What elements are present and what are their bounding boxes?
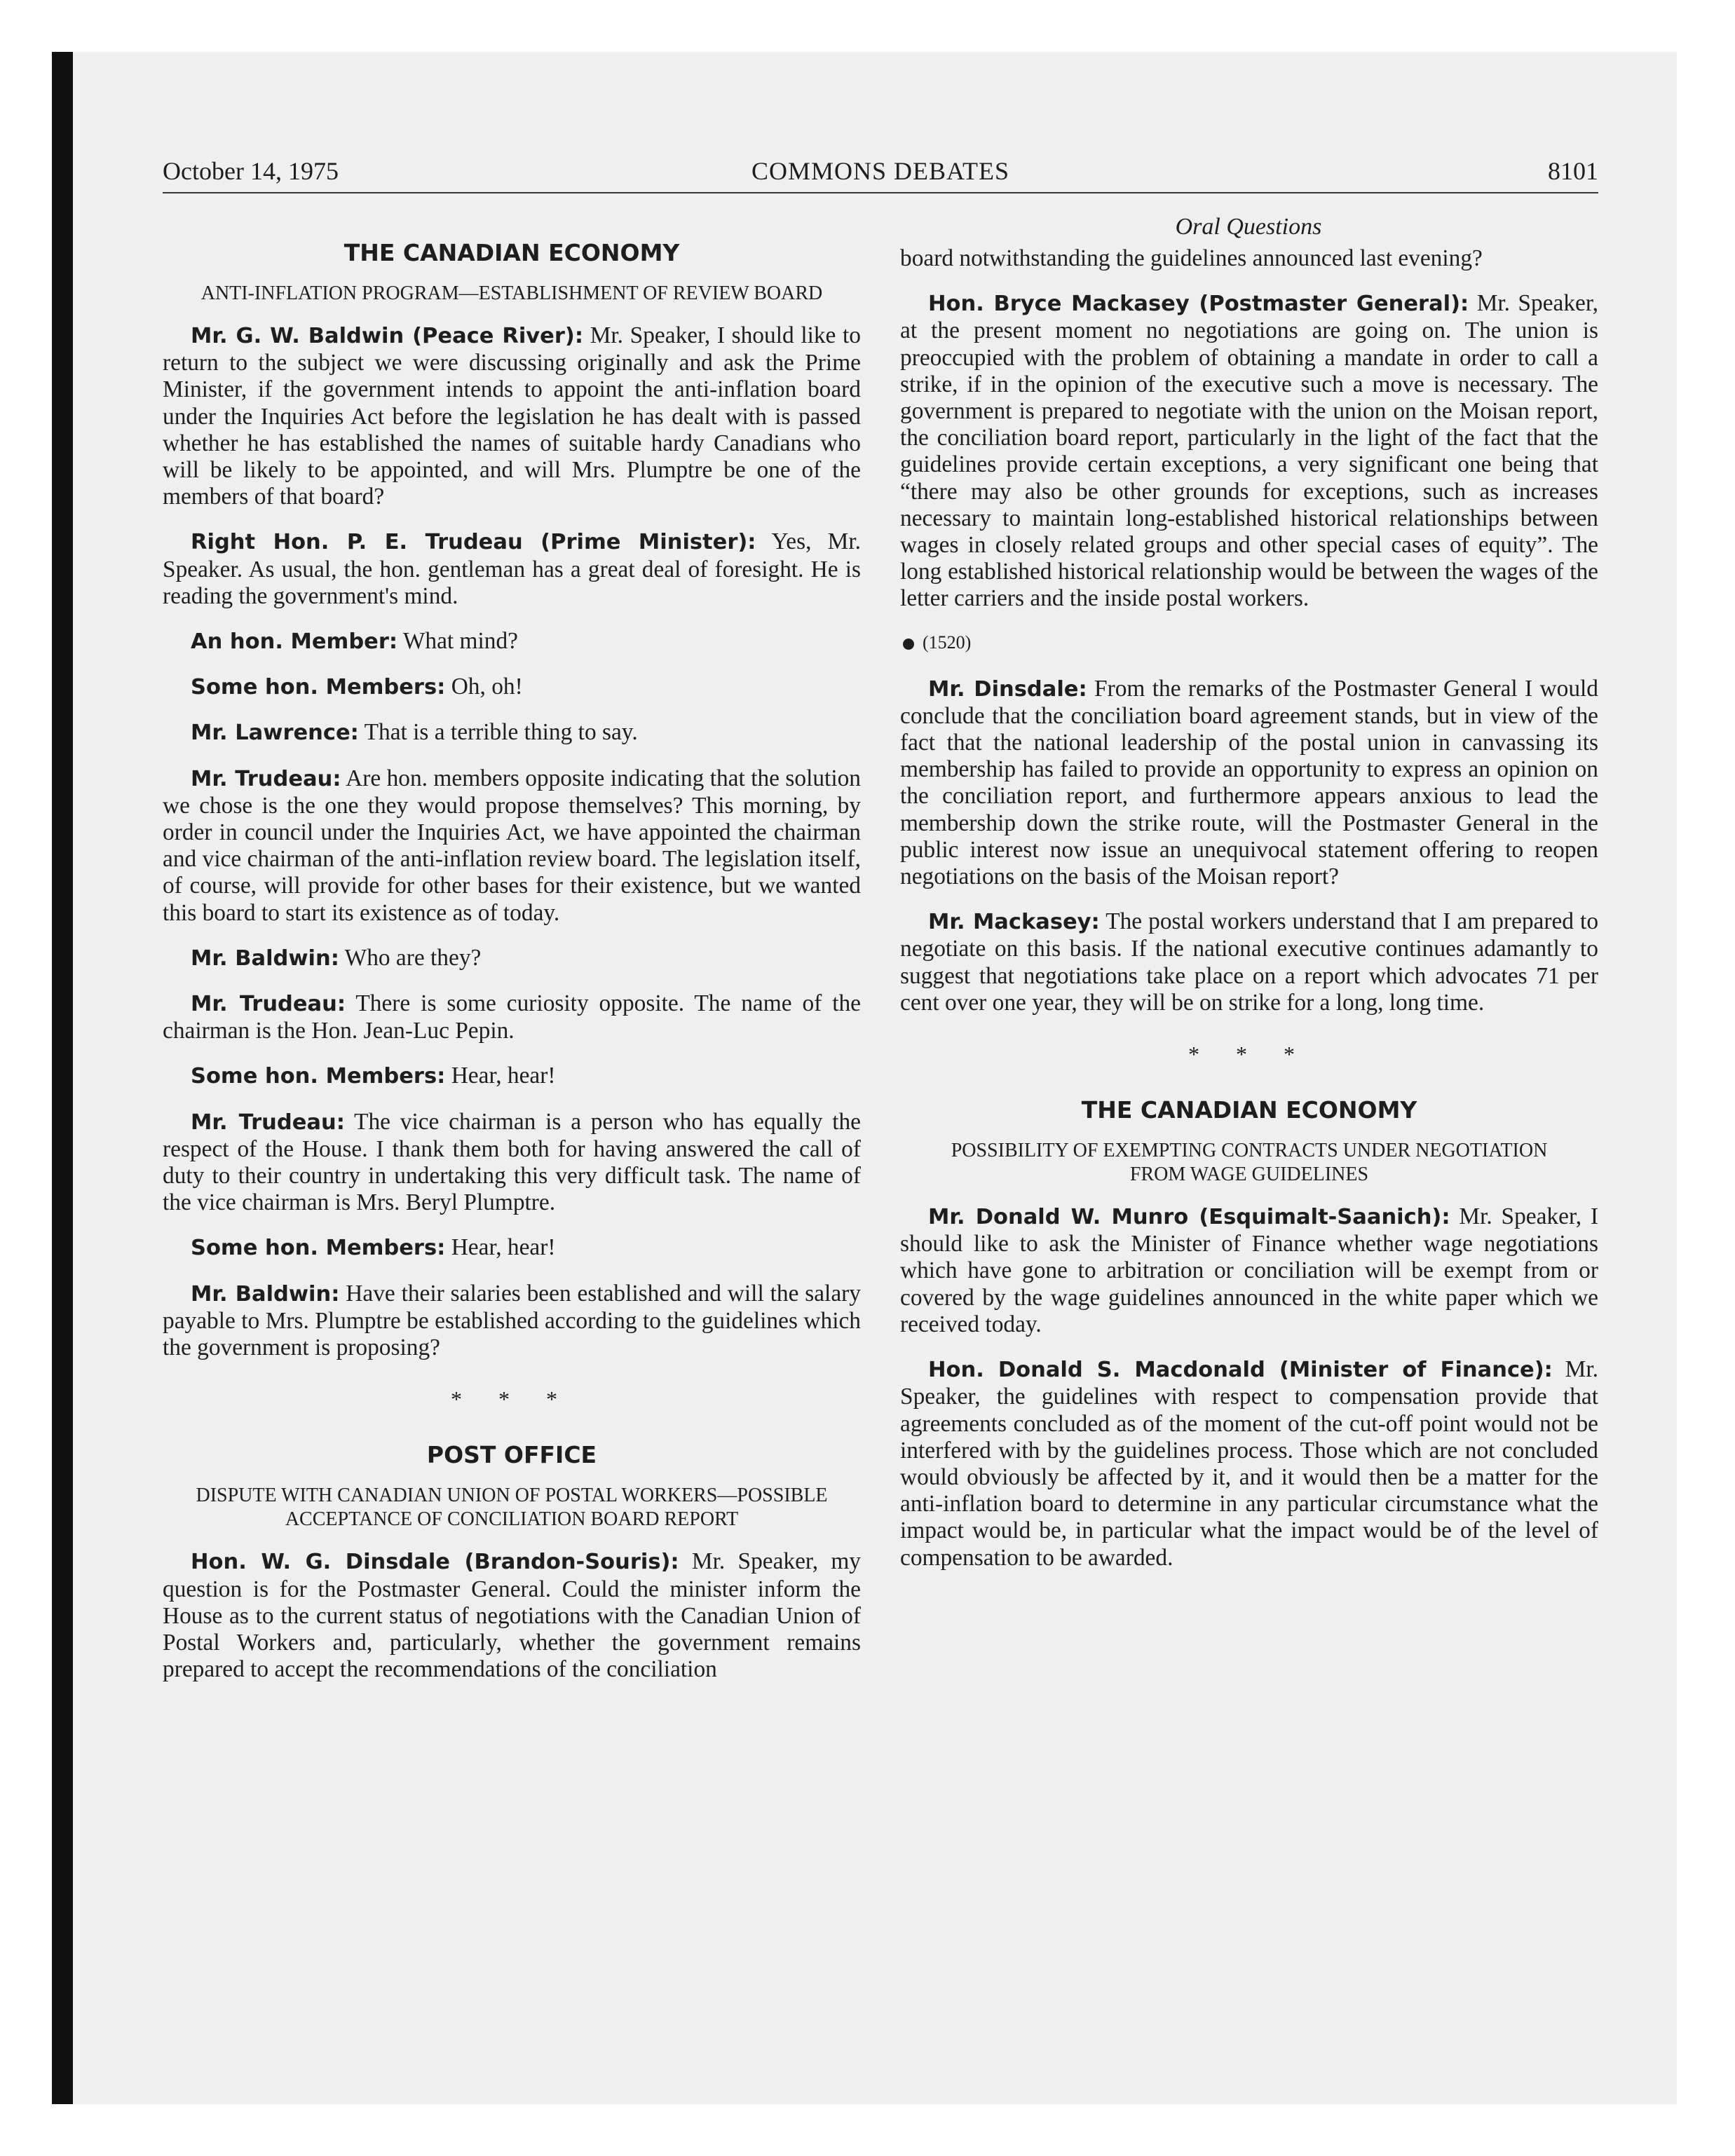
- speech-text: Who are they?: [344, 944, 482, 971]
- speaker-name: Some hon. Members:: [191, 1064, 446, 1089]
- speech-paragraph: [900, 1203, 1598, 1338]
- section-heading: POST OFFICE: [426, 1441, 597, 1469]
- time-marker: [903, 631, 1598, 655]
- speech-text: Yes, Mr. Speaker. As usual, the hon. gentleman has a great deal of foresight. He is reading the government's mind.: [163, 528, 861, 609]
- speech-paragraph: [900, 290, 1598, 612]
- speaker-name: Mr. Trudeau:: [191, 766, 341, 791]
- speech-text: There is some curiosity opposite. The name of the chairman is the Hon. Jean-Luc Pepin.: [163, 990, 861, 1044]
- speech-text: Hear, hear!: [451, 1234, 556, 1261]
- speaker-name: Mr. Baldwin:: [191, 1281, 340, 1306]
- speech-text: The vice chairman is a person who has equally the respect of the House. I thank them both for having answered the call of duty to their country in undertaking this very difficult task. The name of the vice chairman is Mrs. Beryl Plumptre.: [163, 1108, 861, 1216]
- speaker-name: Mr. Trudeau:: [191, 992, 346, 1017]
- speaker-name: Hon. Donald S. Macdonald (Minister of Finance):: [928, 1358, 1553, 1383]
- speaker-name: Mr. Lawrence:: [191, 721, 359, 746]
- section-separator: * * *: [451, 1386, 573, 1412]
- section-subheading: ANTI-INFLATION PROGRAM—ESTABLISHMENT OF REVIEW BOARD: [200, 282, 823, 304]
- section-separator: * * *: [1188, 1042, 1310, 1067]
- header-page-number: 8101: [1548, 157, 1598, 185]
- speaker-name: Mr. Dinsdale:: [928, 676, 1087, 702]
- section-subheading: DISPUTE WITH CANADIAN UNION OF POSTAL WORKERS—POSSIBLE ACCEPTANCE OF CONCILIATION BOARD REPORT: [196, 1485, 828, 1531]
- speaker-name: Mr. Mackasey:: [928, 910, 1100, 935]
- speech-text: Mr. Speaker, at the present moment no negotiations are going on. The union is preoccupied with the problem of obtaining a mandate in order to call a strike, if in the opinion of the executive such a move is necessary. The government is prepared to negotiate with the union on the Moisan report, the conciliation board report, particularly in the light of the fact that the guidelines provide certain exceptions, a very significant one being that “there may also be other grounds for exceptions, such as increases necessary to maintain long-established historical relationships between wages in closely related groups and other special cases of equity”. The long established historical relationship would be between the wages of the letter carriers and the inside postal workers.: [900, 290, 1598, 612]
- speech-paragraph: [163, 1063, 861, 1090]
- speaker-name: Right Hon. P. E. Trudeau (Prime Minister):: [191, 530, 756, 555]
- time-marker-label: (1520): [923, 632, 972, 653]
- speech-paragraph: [163, 322, 861, 510]
- speech-paragraph: [163, 990, 861, 1044]
- speaker-name: Hon. W. G. Dinsdale (Brandon-Souris):: [191, 1550, 679, 1575]
- speaker-name: Mr. Trudeau:: [191, 1110, 345, 1135]
- speaker-name: Mr. G. W. Baldwin (Peace River):: [191, 324, 584, 348]
- speaker-name: Mr. Baldwin:: [191, 946, 339, 971]
- speech-paragraph: [163, 628, 861, 655]
- running-head: Oral Questions: [1175, 214, 1322, 240]
- left-column: [163, 238, 861, 1701]
- binding-edge-shadow: [52, 52, 73, 2104]
- speech-text: Mr. Speaker, my question is for the Postmaster General. Could the minister inform the House as to the current status of negotiations with the Canadian Union of Postal Workers and, particularly, whether the government remains prepared to accept the recommendations of the conciliation: [163, 1548, 861, 1683]
- speech-text: The postal workers understand that I am prepared to negotiate on this basis. If the national executive continues adamantly to suggest that negotiations take place on a report which advocates 71 per cent over one year, they will be on strike for a long, long time.: [900, 908, 1599, 1016]
- speech-text: That is a terrible thing to say.: [364, 719, 638, 746]
- speech-paragraph: [163, 945, 861, 972]
- speech-text: From the remarks of the Postmaster General I would conclude that the conciliation board agreement stands, but in view of the fact that the national leadership of the postal union in canvassing its membership has failed to provide an opportunity to express an opinion on the conciliation report, and furthermore appears anxious to lead the membership down the strike route, will the Postmaster General in the public interest now issue an unequivocal statement offering to reopen negotiations on the basis of the Moisan report?: [900, 675, 1598, 890]
- speech-paragraph: [900, 1356, 1598, 1571]
- speech-text: Have their salaries been established and will the salary payable to Mrs. Plumptre be established according to the guidelines which the government is proposing?: [163, 1280, 861, 1361]
- speech-paragraph: [163, 1548, 861, 1683]
- speech-text: Mr. Speaker, the guidelines with respect to compensation provide that agreements concluded as of the moment of the cut-off point would not be interfered with by the guidelines process. Those which are not concluded would obviously be affected by it, and it would then be a matter for the anti-inflation board to determine in any particular circumstance what the impact would be, in particular what the impact would be of the level of compensation to be awarded.: [900, 1356, 1598, 1571]
- speaker-name: Some hon. Members:: [191, 675, 446, 700]
- speech-paragraph: [900, 908, 1598, 1016]
- speaker-name: Some hon. Members:: [191, 1236, 446, 1261]
- speech-paragraph: [163, 719, 861, 746]
- speech-text: Mr. Speaker, I should like to return to the subject we were discussing originally and ask the Prime Minister, if the government intends to appoint the anti-inflation board under the Inquiries Act before the legislation he has dealt with is passed whether he has established the names of suitable hardy Canadians who will be likely to be appointed, and will Mrs. Plumptre be one of the members of that board?: [163, 322, 861, 510]
- header-date: October 14, 1975: [163, 157, 339, 185]
- speech-paragraph: [163, 1234, 861, 1262]
- speaker-name: Hon. Bryce Mackasey (Postmaster General):: [928, 292, 1469, 317]
- speaker-name: An hon. Member:: [191, 629, 398, 655]
- bullet-icon: [903, 639, 914, 650]
- speech-paragraph: [163, 765, 861, 927]
- speech-text: Mr. Speaker, I should like to ask the Minister of Finance whether wage negotiations which have gone to arbitration or conciliation will be exempt from or covered by the wage guidelines announced in the white paper which we received today.: [900, 1203, 1599, 1337]
- speech-text: Are hon. members opposite indicating that the solution we chose is the one they would propose themselves? This morning, by order in council under the Inquiries Act, we have appointed the chairman and vice chairman of the anti-inflation review board. The legislation itself, of course, will provide for other bases for their existence, but we wanted this board to start its existence as of today.: [163, 765, 861, 926]
- page-header: [163, 156, 1598, 193]
- speech-paragraph: [163, 1109, 861, 1217]
- section-subheading: POSSIBILITY OF EXEMPTING CONTRACTS UNDER NEGOTIATION FROM WAGE GUIDELINES: [951, 1140, 1548, 1186]
- header-publication: COMMONS DEBATES: [751, 157, 1010, 185]
- right-column: [900, 245, 1598, 1590]
- speech-paragraph: [163, 528, 861, 610]
- speaker-name: Mr. Donald W. Munro (Esquimalt-Saanich):: [928, 1205, 1450, 1230]
- section-heading: THE CANADIAN ECONOMY: [343, 239, 680, 266]
- speech-paragraph: [900, 676, 1598, 891]
- speech-paragraph: [163, 1281, 861, 1362]
- speech-text: What mind?: [402, 628, 518, 655]
- section-heading: THE CANADIAN ECONOMY: [1081, 1096, 1417, 1124]
- speech-text: Oh, oh!: [451, 674, 523, 700]
- speech-text: Hear, hear!: [451, 1063, 556, 1089]
- speech-continuation: board notwithstanding the guidelines announced last evening?: [900, 245, 1483, 271]
- speech-paragraph: [163, 674, 861, 701]
